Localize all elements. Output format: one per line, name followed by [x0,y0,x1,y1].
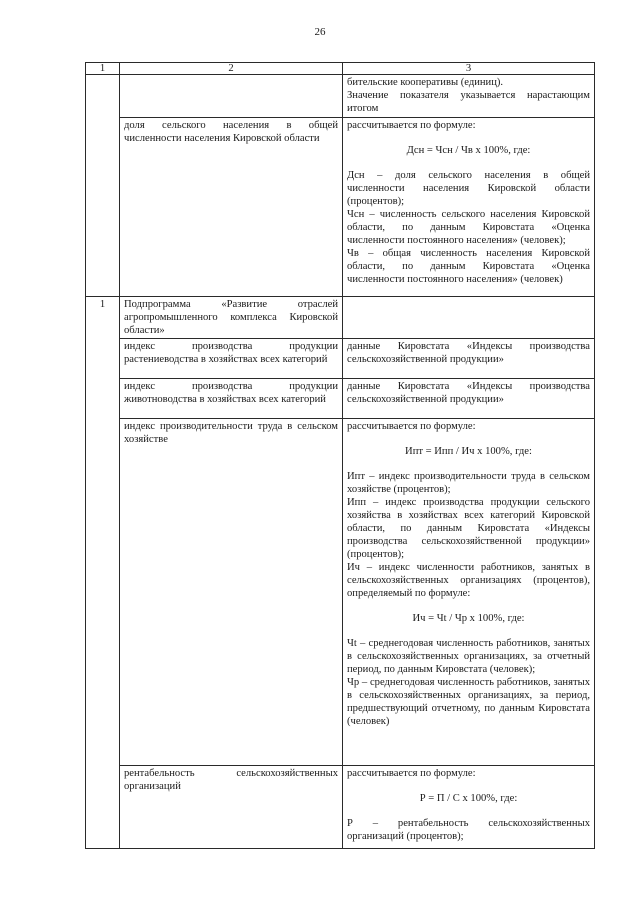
table-row [86,339,595,379]
subprogram-title: Подпрограмма «Развитие отраслей агропромышленного комплекса Кировской области» [120,297,343,339]
indicator-cell: индекс производительности труда в сельском хозяйстве [120,419,343,766]
indicator-cell [120,75,343,118]
page-number: 26 [314,26,326,38]
method-cell: данные Кировстата «Индексы производства сельскохозяйственной продукции» [343,379,595,419]
method-cell [343,297,595,339]
header-col-2: 2 [120,63,343,75]
method-cell: данные Кировстата «Индексы производства сельскохозяйственной продукции» [343,339,595,379]
method-cell [343,419,595,766]
table-row [86,118,595,297]
formula-definition: Чt – среднегодовая численность работников, занятых в сельскохозяйственных организациях, за отчетный период, по данным Кировстата (человек); [347,638,590,675]
method-cell [343,766,595,849]
formula: Р = П / С х 100%, где: [419,793,518,804]
number-cell [86,75,120,297]
method-intro: рассчитывается по формуле: [347,120,476,131]
formula-definition: Ич – индекс численности работников, занятых в сельскохозяйственных организациях (процентов), определяемый по формуле: [347,562,590,599]
method-intro: рассчитывается по формуле: [347,768,476,779]
method-cell [343,75,595,118]
method-text: бительские кооперативы (единиц). [347,77,504,88]
table-row [86,75,595,118]
table-header-row [86,63,595,75]
indicator-cell: рентабельность сельскохозяйственных организаций [120,766,343,849]
header-col-3: 3 [343,63,595,75]
formula: Ич = Чt / Чр х 100%, где: [412,613,525,624]
formula-definition: Чв – общая численность населения Кировской области, по данным Кировстата «Оценка численности постоянного населения» (человек) [347,248,590,285]
method-cell [343,118,595,297]
formula-definition: Ипт – индекс производительности труда в сельском хозяйстве (процентов); [347,471,590,495]
formula-definition: Ипп – индекс производства продукции сельского хозяйства в хозяйствах всех категорий Кировской области, по данным Кировстата «Индексы производства сельскохозяйственной продукции» (процентов); [347,497,590,560]
formula: Ипт = Ипп / Ич х 100%, где: [405,446,532,457]
formula-definition: Чсн – численность сельского населения Кировской области, по данным Кировстата «Оценка численности постоянного населения» (человек); [347,209,590,246]
formula-definition: Чр – среднегодовая численность работников, занятых в сельскохозяйственных организациях, за период, предшествующий отчетному, по данным Кировстата (человек) [347,677,590,727]
table-row [86,419,595,766]
indicator-cell: доля сельского населения в общей численности населения Кировской области [120,118,343,297]
indicator-cell: индекс производства продукции растениеводства в хозяйствах всех категорий [120,339,343,379]
number-cell: 1 [86,297,120,849]
formula-definition: Р – рентабельность сельскохозяйственных организаций (процентов); [347,818,590,842]
table-row [86,766,595,849]
method-intro: рассчитывается по формуле: [347,421,476,432]
header-col-1: 1 [86,63,120,75]
table-row [86,297,595,339]
method-text: Значение показателя указывается нарастающим итогом [347,90,590,114]
formula-definition: Дсн – доля сельского населения в общей численности населения Кировской области (процентов); [347,170,590,207]
indicator-cell: индекс производства продукции животноводства в хозяйствах всех категорий [120,379,343,419]
table-row [86,379,595,419]
indicator-table [85,62,595,849]
formula: Дсн = Чсн / Чв х 100%, где: [406,145,531,156]
